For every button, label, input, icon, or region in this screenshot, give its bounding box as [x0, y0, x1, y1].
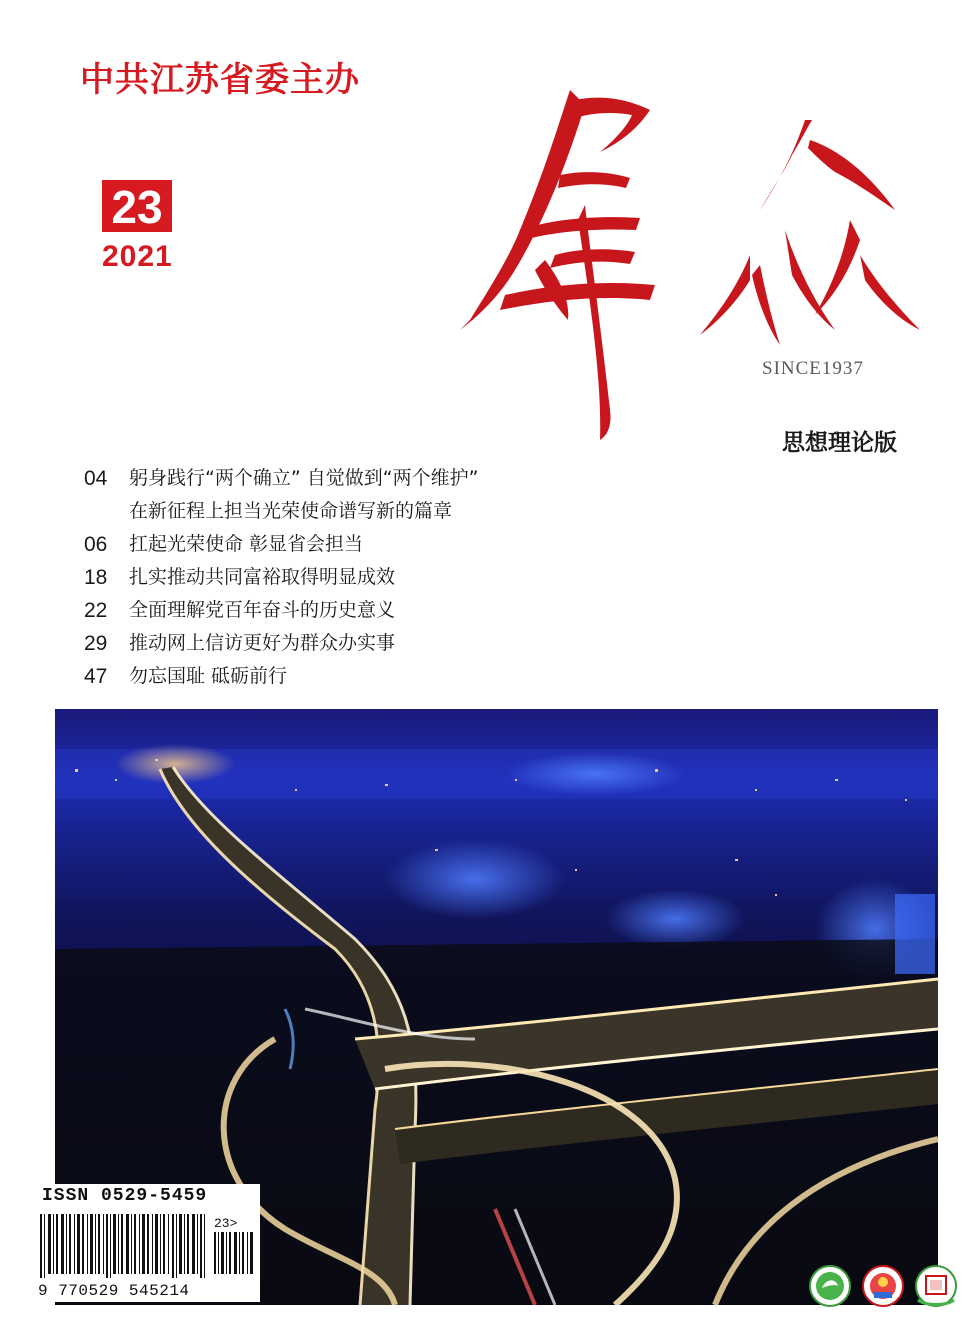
- toc-item[interactable]: [84, 660, 684, 693]
- toc-title: 扎实推动共同富裕取得明显成效: [129, 566, 396, 588]
- toc-page-number: 29: [84, 632, 108, 655]
- toc-item[interactable]: [84, 495, 684, 528]
- award-badges: [808, 1262, 958, 1310]
- edition-label: 思想理论版: [782, 430, 897, 456]
- toc-title: 推动网上信访更好为群众办实事: [129, 632, 396, 654]
- toc-title: 在新征程上担当光荣使命谱写新的篇章: [129, 500, 453, 522]
- toc-page-number: 22: [84, 599, 108, 622]
- table-of-contents: [84, 462, 684, 693]
- green-badge-icon: [810, 1266, 850, 1306]
- barcode-number: 9 770529 545214: [38, 1282, 190, 1300]
- sponsor-line: 中共江苏省委主办: [80, 60, 360, 100]
- toc-title: 躬身践行“两个确立” 自觉做到“两个维护”: [129, 467, 479, 489]
- toc-title: 扛起光荣使命 彰显省会担当: [129, 533, 364, 555]
- toc-item[interactable]: [84, 627, 684, 660]
- barcode-panel: [36, 1184, 260, 1302]
- toc-page-number: 04: [84, 467, 108, 490]
- toc-page-number: 18: [84, 566, 108, 589]
- emblem-badge-icon: [863, 1266, 903, 1306]
- issue-year: 2021: [102, 240, 173, 273]
- toc-page-number: 06: [84, 533, 108, 556]
- toc-item[interactable]: [84, 594, 684, 627]
- toc-title: 勿忘国耻 砥砺前行: [129, 665, 288, 687]
- barcode-addon: 23>: [214, 1216, 238, 1231]
- toc-title: 全面理解党百年奋斗的历史意义: [129, 599, 396, 621]
- toc-item[interactable]: [84, 462, 684, 495]
- award-badge-icon: [916, 1266, 956, 1306]
- masthead-calligraphy: [450, 80, 930, 460]
- since-label: SINCE1937: [762, 358, 864, 379]
- issn-number: ISSN 0529-5459: [42, 1186, 208, 1206]
- toc-item[interactable]: [84, 528, 684, 561]
- toc-page-number: 47: [84, 665, 108, 688]
- toc-item[interactable]: [84, 561, 684, 594]
- issue-number: 23: [102, 180, 172, 232]
